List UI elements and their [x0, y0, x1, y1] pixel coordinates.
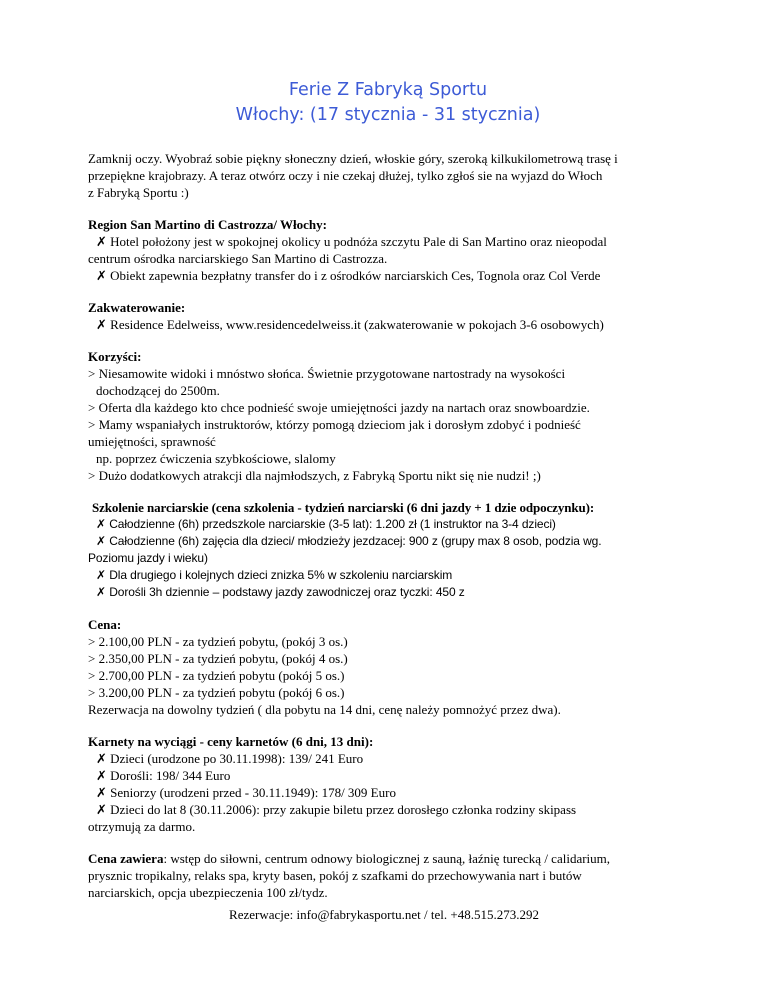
ski-pass-line: ✗ Seniorzy (urodzeni przed - 30.11.1949): 178/ 309 Euro — [96, 785, 396, 800]
region-heading: Region San Martino di Castrozza/ Włochy: — [88, 217, 327, 232]
includes-line — [88, 850, 688, 867]
ski-pass-line: ✗ Dorośli: 198/ 344 Euro — [96, 768, 231, 783]
benefits-section — [88, 348, 688, 484]
price-line: Rezerwacja na dowolny tydzień ( dla pobytu na 14 dni, cenę należy pomnożyć przez dwa). — [88, 702, 561, 717]
region-line: ✗ Hotel położony jest w spokojnej okolicy u podnóża szczytu Pale di San Martino oraz nieopodal — [96, 234, 607, 249]
ski-school-line: ✗ Dorośli 3h dziennie – podstawy jazdy zawodniczej oraz tyczki: 450 z — [96, 585, 465, 599]
document-page — [88, 78, 688, 916]
ski-school-heading: Szkolenie narciarskie (cena szkolenia - tydzień narciarski (6 dni jazdy + 1 dzie odpoczynku): — [92, 500, 595, 515]
intro-line: przepiękne krajobrazy. A teraz otwórz oczy i nie czekaj dłużej, tylko zgłoś sie na wyjazd do Włoch — [88, 168, 603, 183]
price-line: > 2.700,00 PLN - za tydzień pobytu (pokój 5 os.) — [88, 668, 345, 683]
benefit-line: > Niesamowite widoki i mnóstwo słońca. Świetnie przygotowane nartostrady na wysokości — [88, 366, 566, 381]
price-section — [88, 616, 688, 718]
includes-text: : wstęp do siłowni, centrum odnowy biologicznej z sauną, łaźnię turecką / calidarium, — [163, 851, 611, 866]
intro-paragraph — [88, 150, 688, 201]
accommodation-section — [88, 299, 688, 333]
region-line: ✗ Obiekt zapewnia bezpłatny transfer do i z ośrodków narciarskich Ces, Tognola oraz Col Verde — [96, 268, 601, 283]
document-title — [88, 78, 688, 128]
price-line: > 2.100,00 PLN - za tydzień pobytu, (pokój 3 os.) — [88, 634, 348, 649]
ski-school-line: Poziomu jazdy i wieku) — [88, 551, 208, 565]
reservation-footer: Rezerwacje: info@fabrykasportu.net / tel. +48.515.273.292 — [229, 907, 539, 922]
region-section — [88, 216, 688, 284]
accommodation-line: ✗ Residence Edelweiss, www.residencedelweiss.it (zakwaterowanie w pokojach 3-6 osobowych) — [96, 317, 604, 332]
ski-school-section — [88, 499, 688, 601]
includes-line: prysznic tropikalny, relaks spa, kryty basen, pokój z szafkami do przechowywania nart i butów — [88, 868, 582, 883]
ski-school-line: ✗ Całodzienne (6h) przedszkole narciarskie (3-5 lat): 1.200 zł (1 instruktor na 3-4 dzieci) — [96, 517, 556, 531]
ski-school-line: ✗ Całodzienne (6h) zajęcia dla dzieci/ młodzieży jezdzacej: 900 z (grupy max 8 osob, podzia wg. — [96, 534, 602, 548]
price-line: > 2.350,00 PLN - za tydzień pobytu, (pokój 4 os.) — [88, 651, 348, 666]
title-line-2: Włochy: (17 stycznia - 31 stycznia) — [235, 105, 541, 125]
ski-pass-line: ✗ Dzieci do lat 8 (30.11.2006): przy zakupie biletu przez dorosłego członka rodziny skipass — [96, 802, 577, 817]
benefit-line: np. poprzez ćwiczenia szybkościowe, slalomy — [96, 451, 336, 466]
benefit-line: > Mamy wspaniałych instruktorów, którzy pomogą dzieciom jak i dorosłym zdobyć i podnieść — [88, 417, 581, 432]
benefits-heading: Korzyści: — [88, 349, 142, 364]
ski-school-line: ✗ Dla drugiego i kolejnych dzieci znizka 5% w szkoleniu narciarskim — [96, 568, 453, 582]
intro-line: z Fabryką Sportu :) — [88, 185, 189, 200]
includes-section — [88, 850, 688, 901]
benefit-line: dochodzącej do 2500m. — [96, 383, 220, 398]
includes-label: Cena zawiera — [88, 851, 164, 866]
intro-line: Zamknij oczy. Wyobraź sobie piękny słoneczny dzień, włoskie góry, szeroką kilkukilometrową trasę i — [88, 151, 618, 166]
price-heading: Cena: — [88, 617, 122, 632]
benefit-line: umiejętności, sprawność — [88, 434, 216, 449]
region-line: centrum ośrodka narciarskiego San Martino di Castrozza. — [88, 251, 388, 266]
ski-pass-section — [88, 733, 688, 835]
price-line: > 3.200,00 PLN - za tydzień pobytu (pokój 6 os.) — [88, 685, 345, 700]
includes-line: narciarskich, opcja ubezpieczenia 100 zł/tydz. — [88, 885, 328, 900]
accommodation-heading: Zakwaterowanie: — [88, 300, 186, 315]
title-line-1: Ferie Z Fabryką Sportu — [288, 80, 488, 100]
ski-pass-line: ✗ Dzieci (urodzone po 30.11.1998): 139/ 241 Euro — [96, 751, 364, 766]
ski-pass-heading: Karnety na wyciągi - ceny karnetów (6 dni, 13 dni): — [88, 734, 374, 749]
benefit-line: > Dużo dodatkowych atrakcji dla najmłodszych, z Fabryką Sportu nikt się nie nudzi! ;) — [88, 468, 541, 483]
benefit-line: > Oferta dla każdego kto chce podnieść swoje umiejętności jazdy na nartach oraz snowboardzie. — [88, 400, 590, 415]
ski-pass-line: otrzymują za darmo. — [88, 819, 196, 834]
